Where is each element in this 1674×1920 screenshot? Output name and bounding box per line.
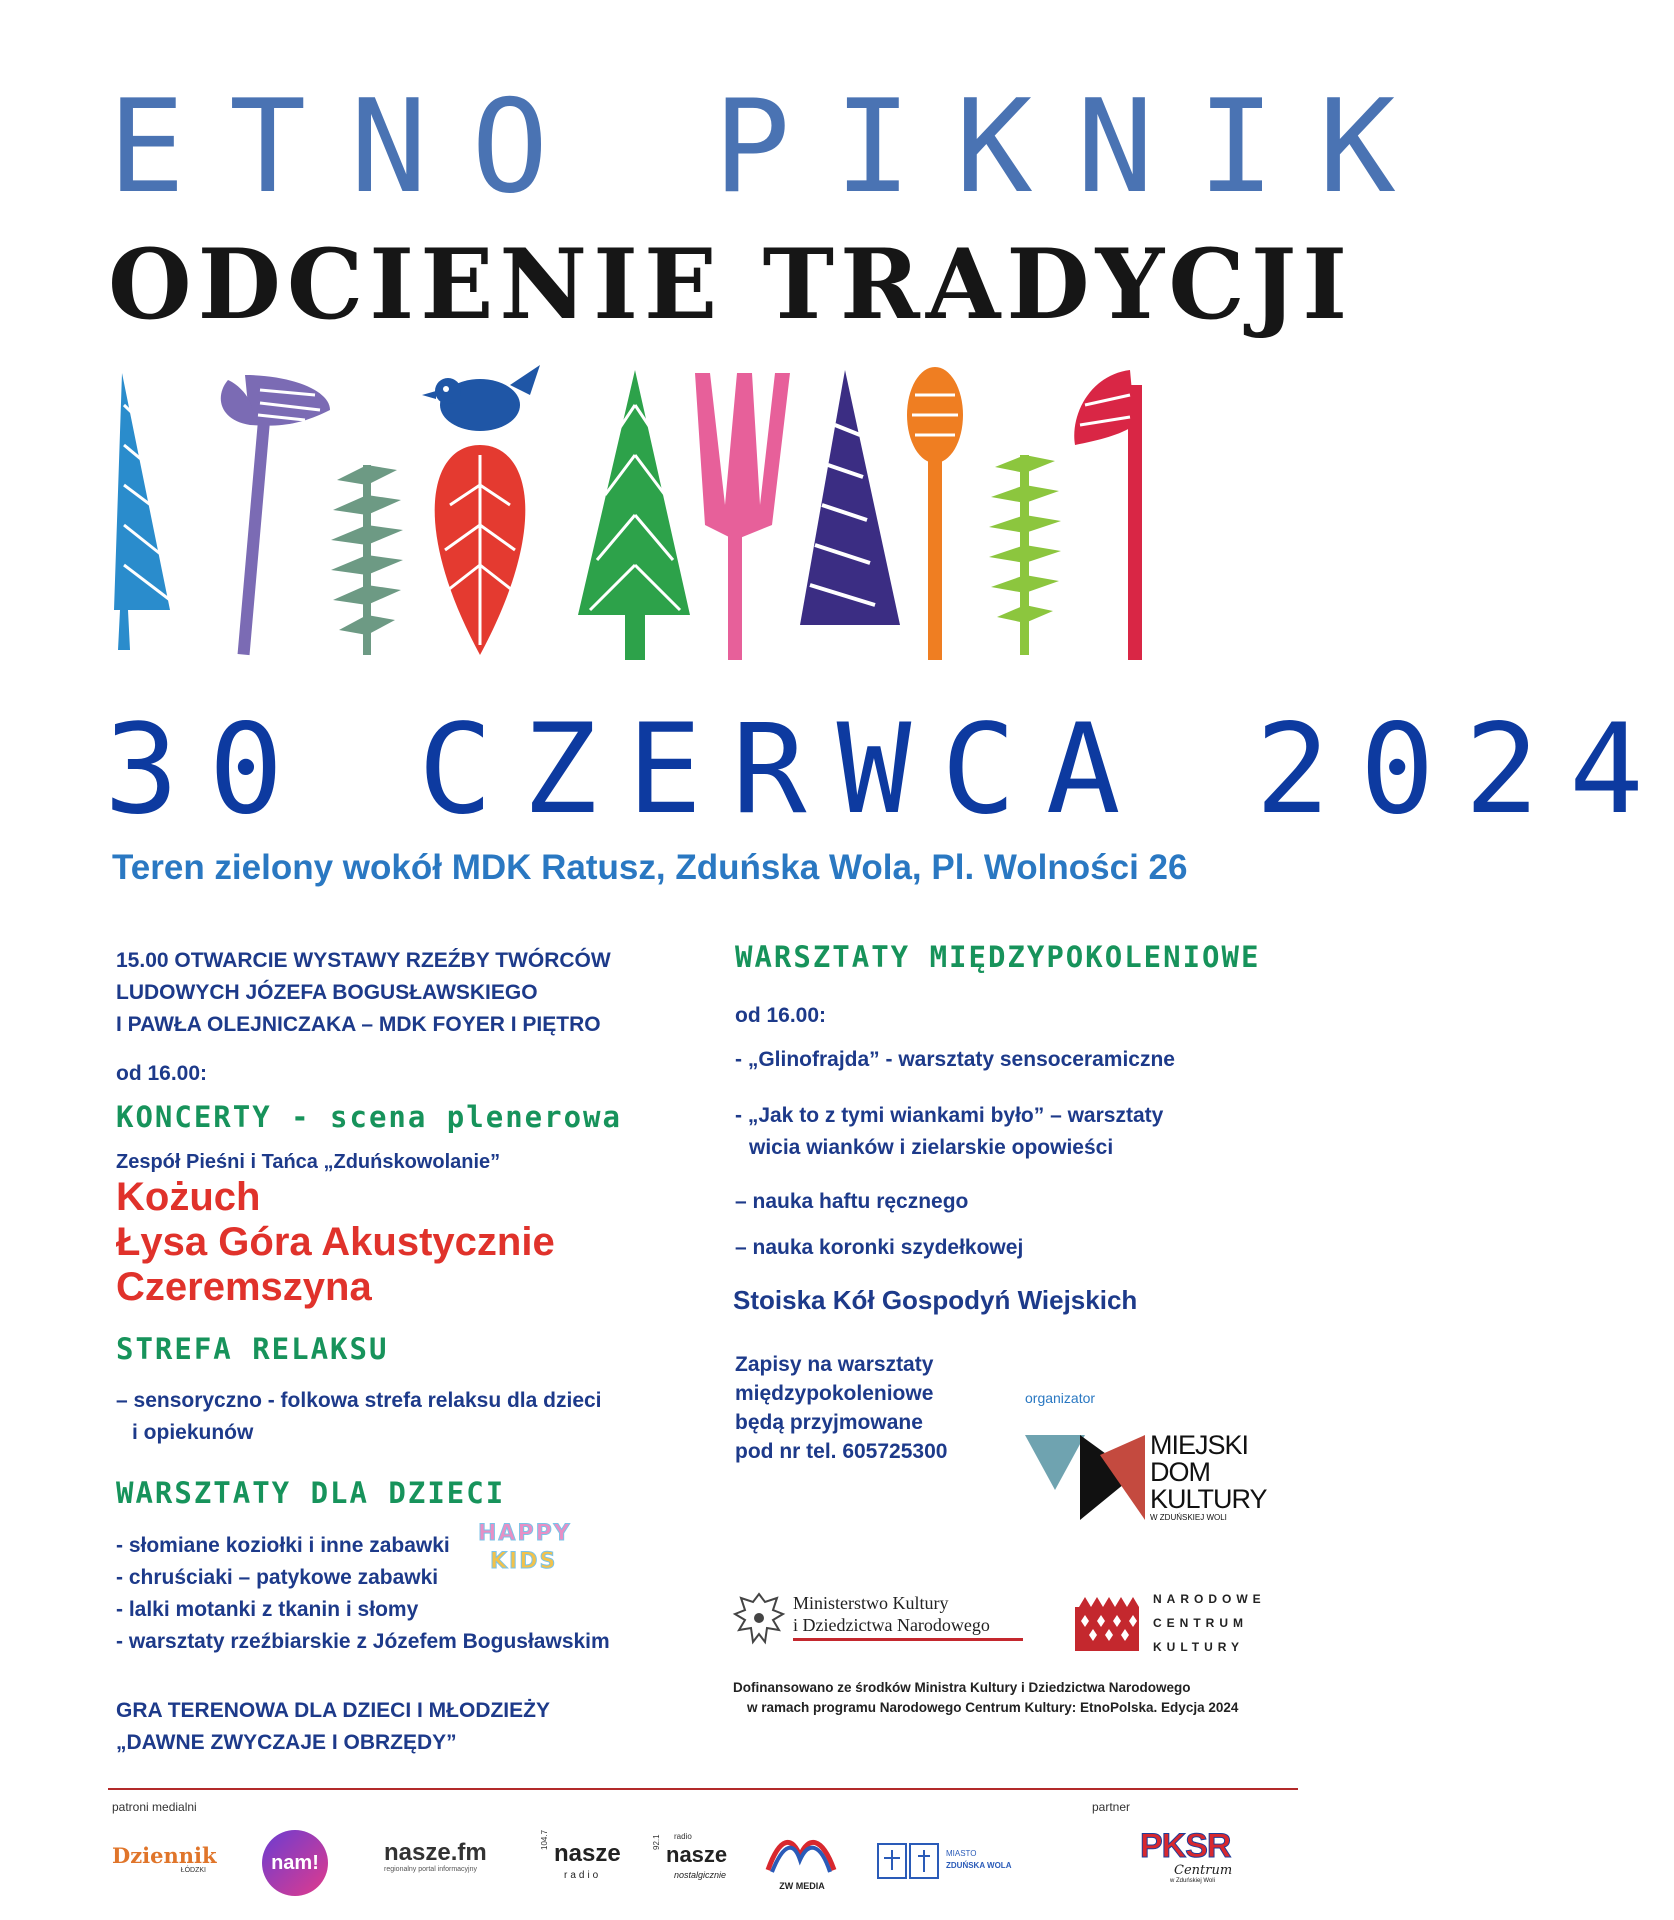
band-name: Łysa Góra Akustycznie xyxy=(116,1220,555,1264)
game-block xyxy=(116,1695,756,1759)
zw-media-wave-icon xyxy=(762,1830,842,1876)
relax-heading: STREFA RELAKSU xyxy=(116,1332,389,1366)
event-venue: Teren zielony wokół MDK Ratusz, Zduńska Wola, Pl. Wolności 26 xyxy=(112,848,1188,887)
sage-fern-icon xyxy=(331,465,403,655)
intergen-item: – nauka koronki szydełkowej xyxy=(735,1236,1024,1259)
exhibition-line: 15.00 OTWARCIE WYSTAWY RZEŹBY TWÓRCÓW xyxy=(116,949,611,972)
miasto-label: MIASTO xyxy=(946,1849,977,1858)
signup-line: będą przyjmowane xyxy=(735,1411,923,1434)
funding-note xyxy=(733,1678,1293,1718)
organizer-label: organizator xyxy=(1025,1390,1096,1406)
ministry-logo xyxy=(733,1590,1023,1650)
mdk-mark-icon xyxy=(1025,1430,1145,1520)
nam-logo xyxy=(262,1830,328,1896)
pksr-sub2: w Zduńskiej Woli xyxy=(1170,1878,1215,1884)
intergen-heading: WARSZTATY MIĘDZYPOKOLENIOWE xyxy=(735,940,1261,974)
left-from-time: od 16.00: xyxy=(116,1062,208,1085)
nasze-fm-logo xyxy=(384,1840,504,1873)
pink-fork-icon xyxy=(695,373,790,660)
nasze-radio-1047-logo xyxy=(540,1829,621,1892)
nck-logo xyxy=(1075,1585,1275,1655)
zw-media-logo xyxy=(762,1830,842,1892)
funding-line: Dofinansowano ze środków Ministra Kultury i Dziedzictwa Narodowego xyxy=(733,1680,1191,1695)
radio-sub: nostalgicznie xyxy=(674,1870,727,1880)
event-date: 30 CZERWCA 2024 xyxy=(104,698,1674,842)
radio-sub: radio xyxy=(564,1870,602,1881)
footer-divider xyxy=(108,1788,1298,1790)
pksr-sub: Centrum xyxy=(1174,1863,1233,1878)
nasze-fm-text: nasze.fm xyxy=(384,1839,487,1866)
kids-item: - warsztaty rzeźbiarskie z Józefem Bogusławskim xyxy=(116,1630,610,1653)
purple-leaf-icon xyxy=(221,375,330,655)
nam-text: nam! xyxy=(271,1851,319,1874)
right-from-time: od 16.00: xyxy=(735,1004,827,1027)
intergen-item: – nauka haftu ręcznego xyxy=(735,1190,969,1213)
nasze-radio-921-logo xyxy=(652,1832,732,1892)
lime-fern-icon xyxy=(989,455,1061,655)
title-etno-piknik: ETNO PIKNIK xyxy=(108,73,1440,222)
pksr-logo xyxy=(1140,1828,1260,1900)
blue-fir-icon xyxy=(114,373,170,650)
signup-line: Zapisy na warsztaty xyxy=(735,1353,934,1376)
funding-line: w ramach programu Narodowego Centrum Kultury: EtnoPolska. Edycja 2024 xyxy=(747,1700,1239,1715)
mdk-line: MIEJSKI xyxy=(1150,1430,1249,1460)
exhibition-block xyxy=(116,945,716,1041)
crimson-leaf-icon xyxy=(1074,370,1142,660)
city-crest-icon xyxy=(876,1838,942,1884)
ministry-line: Ministerstwo Kultury xyxy=(793,1593,949,1613)
band-name: Czeremszyna xyxy=(116,1265,372,1309)
nck-line: NARODOWE xyxy=(1153,1592,1266,1606)
dziennik-logo xyxy=(112,1843,217,1874)
relax-line: i opiekunów xyxy=(132,1421,254,1444)
miasto-logo xyxy=(876,1838,1026,1888)
exhibition-line: I PAWŁA OLEJNICZAKA – MDK FOYER I PIĘTRO xyxy=(116,1013,601,1036)
orange-spoon-icon xyxy=(907,367,963,660)
nck-mark-icon xyxy=(1075,1585,1139,1651)
band-list xyxy=(116,1175,555,1310)
radio-freq: 104.7 xyxy=(540,1829,549,1850)
stalls-text: Stoiska Kół Gospodyń Wiejskich xyxy=(733,1285,1138,1315)
mdk-line: W ZDUŃSKIEJ WOLI xyxy=(1150,1513,1227,1522)
intergen-item: - „Jak to z tymi wiankami było” – warsztaty xyxy=(735,1104,1164,1127)
radio-top: radio xyxy=(674,1832,692,1841)
signup-line: międzypokoleniowe xyxy=(735,1382,934,1405)
ministry-line: i Dziedzictwa Narodowego xyxy=(793,1615,990,1635)
dziennik-sub: ŁÓDZKI xyxy=(180,1867,206,1874)
relax-line: – sensoryczno - folkowa strefa relaksu dla dzieci xyxy=(116,1389,602,1412)
game-line: GRA TERENOWA DLA DZIECI I MŁODZIEŻY xyxy=(116,1699,550,1722)
zw-media-text: ZW MEDIA xyxy=(779,1881,825,1891)
intergen-list xyxy=(735,1044,1295,1264)
signup-line: pod nr tel. 605725300 xyxy=(735,1440,948,1463)
mdk-line: DOM xyxy=(1150,1457,1210,1487)
kids-item: - lalki motanki z tkanin i słomy xyxy=(116,1598,419,1621)
radio-name: nasze xyxy=(554,1840,621,1867)
signup-block xyxy=(735,1350,995,1466)
eagle-emblem-icon xyxy=(733,1590,785,1648)
band-name: Kożuch xyxy=(116,1175,261,1219)
exhibition-line: LUDOWYCH JÓZEFA BOGUSŁAWSKIEGO xyxy=(116,981,538,1004)
patrons-label: patroni medialni xyxy=(112,1800,197,1814)
miasto-name: ZDUŃSKA WOLA xyxy=(946,1861,1012,1870)
intergen-item: - „Glinofrajda” - warsztaty sensoceramiczne xyxy=(735,1048,1175,1071)
game-line: „DAWNE ZWYCZAJE I OBRZĘDY” xyxy=(116,1731,457,1754)
kids-item: - słomiane koziołki i inne zabawki xyxy=(116,1534,450,1557)
title-odcienie-tradycji: ODCIENIE TRADYCJI xyxy=(108,228,1354,341)
ensemble-name: Zespół Pieśni i Tańca „Zduńskowolanie” xyxy=(116,1151,501,1173)
intergen-item: wicia wianków i zielarskie opowieści xyxy=(749,1136,1114,1159)
kids-heading: WARSZTATY DLA DZIECI xyxy=(116,1476,506,1510)
partner-label: partner xyxy=(1092,1800,1131,1814)
kids-item: - chruściaki – patykowe zabawki xyxy=(116,1566,439,1589)
ministry-underline xyxy=(793,1638,1023,1641)
kids-text: KIDS xyxy=(490,1549,558,1574)
mdk-line: KULTURY xyxy=(1150,1484,1267,1514)
happy-kids-logo xyxy=(478,1520,582,1584)
bird-on-red-leaf-icon xyxy=(422,365,540,655)
navy-tree-icon xyxy=(800,370,900,625)
relax-text xyxy=(116,1385,736,1449)
nck-line: CENTRUM xyxy=(1153,1616,1248,1630)
radio-freq: 92.1 xyxy=(652,1834,661,1850)
radio-name: nasze xyxy=(666,1842,728,1867)
green-fir-icon xyxy=(578,370,690,660)
nasze-fm-sub: regionalny portal informacyjny xyxy=(384,1866,477,1873)
dziennik-text: Dziennik xyxy=(112,1843,217,1868)
happy-text: HAPPY xyxy=(478,1521,572,1546)
pksr-text: PKSR xyxy=(1140,1827,1231,1865)
folk-art-illustration xyxy=(100,365,1280,665)
nck-line: KULTURY xyxy=(1153,1640,1244,1654)
kids-list xyxy=(116,1530,756,1658)
concerts-heading: KONCERTY - scena plenerowa xyxy=(116,1100,622,1134)
mdk-logo xyxy=(1025,1430,1265,1530)
